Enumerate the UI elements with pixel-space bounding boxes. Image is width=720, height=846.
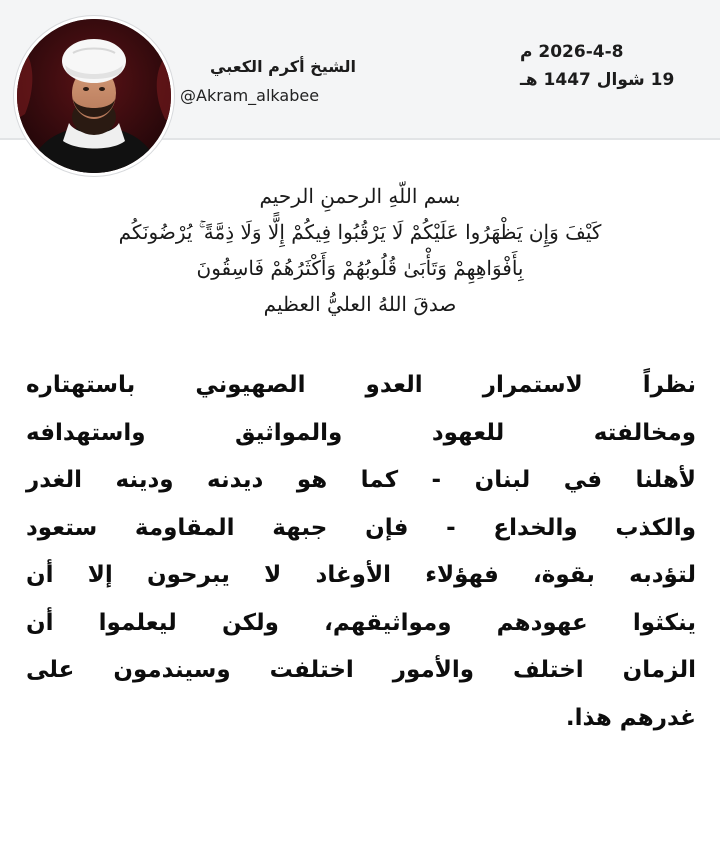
- statement-line: ومخالفته للعهود والمواثيق واستهدافه: [26, 419, 696, 446]
- verse-line-1: كَيْفَ وَإِن يَظْهَرُوا عَلَيْكُمْ لَا يَرْقُبُوا فِيكُمْ إِلًّا وَلَا ذِمَّةً ۚ يُرْضُونَكُم: [118, 220, 602, 244]
- hijri-date: 19 شوال 1447 هـ: [520, 70, 675, 90]
- statement-line: غدرهم هذا.: [565, 704, 696, 731]
- date-block: [520, 38, 690, 94]
- author-identity: [180, 56, 356, 108]
- statement-line: ينكثوا عهودهم ومواثيقهم، ولكن ليعلموا أن: [26, 609, 696, 636]
- author-handle[interactable]: @Akram_alkabee: [180, 86, 320, 105]
- statement-line: لأهلنا في لبنان - كما هو ديدنه ودينه الغدر: [26, 467, 696, 493]
- verse-closing: صدقَ اللهُ العليُّ العظيم: [263, 292, 457, 316]
- statement-body: [26, 362, 696, 742]
- statement-line: الزمان اختلف والأمور اختلفت وسيندمون على: [26, 657, 696, 683]
- gregorian-date: 2026-4-8 م: [520, 42, 624, 62]
- statement-line: والكذب والخداع - فإن جبهة المقاومة ستعود: [26, 514, 696, 541]
- profile-avatar-icon[interactable]: [14, 16, 174, 176]
- author-name: الشيخ أكرم الكعبي: [210, 57, 356, 76]
- statement-line: لتؤدبه بقوة، فهؤلاء الأوغاد لا يبرحون إلا أن: [26, 562, 696, 588]
- avatar-portrait: [17, 19, 171, 173]
- verse-line-2: بِأَفْوَاهِهِمْ وَتَأْبَىٰ قُلُوبُهُمْ وَأَكْثَرُهُمْ فَاسِقُونَ: [196, 256, 524, 280]
- statement-line: نظراً لاستمرار العدو الصهيوني باستهتاره: [26, 372, 696, 398]
- quran-verse-block: [60, 178, 660, 322]
- basmala: بسم اللّهِ الرحمنِ الرحيم: [259, 184, 461, 208]
